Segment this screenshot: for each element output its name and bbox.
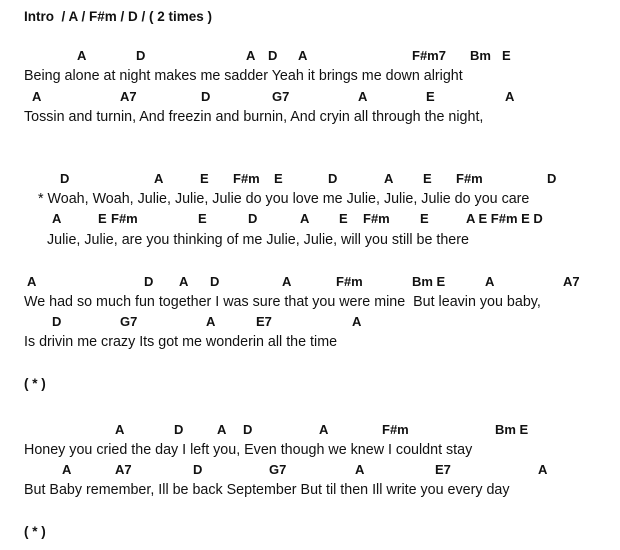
lyric-line: Tossin and turnin, And freezin and burnin, And cryin all through the night,	[24, 109, 484, 125]
chord: E	[420, 211, 429, 226]
chord: F#m	[111, 211, 138, 226]
chord: G7	[269, 462, 287, 477]
chord: A	[358, 89, 368, 104]
chord: G7	[120, 314, 138, 329]
lyric-line: Julie, Julie, are you thinking of me Julie, Julie, will you still be there	[47, 232, 469, 248]
chord: D	[268, 48, 278, 63]
chord: A	[154, 171, 164, 186]
chord: D	[52, 314, 62, 329]
lyric-line: Honey you cried the day I left you, Even though we knew I couldnt stay	[24, 442, 473, 458]
chord: A E F#m E D	[466, 211, 543, 226]
chord: A	[538, 462, 548, 477]
chord: D	[328, 171, 338, 186]
chord: D	[243, 422, 253, 437]
chord: F#m	[456, 171, 483, 186]
chord: A	[319, 422, 329, 437]
lyric-line: We had so much fun together I was sure that you were mine But leavin you baby,	[24, 294, 541, 310]
chord: A	[62, 462, 72, 477]
chord: Bm	[470, 48, 491, 63]
chord: E	[426, 89, 435, 104]
lyric-line: Is drivin me crazy Its got me wonderin all the time	[24, 334, 338, 350]
chord: A	[32, 89, 42, 104]
chord: A	[115, 422, 125, 437]
intro-line: Intro / A / F#m / D / ( 2 times )	[24, 9, 213, 24]
chorus-reference: ( * )	[24, 524, 46, 539]
chord: A7	[115, 462, 132, 477]
chord: A	[384, 171, 394, 186]
chord: A	[52, 211, 62, 226]
chord: E	[423, 171, 432, 186]
chord: A	[282, 274, 292, 289]
chord: A	[355, 462, 365, 477]
chord: F#m	[233, 171, 260, 186]
chord: A	[300, 211, 310, 226]
chord: D	[144, 274, 154, 289]
chord: D	[210, 274, 220, 289]
chord: A	[27, 274, 37, 289]
chord: F#m	[336, 274, 363, 289]
chord: A7	[120, 89, 137, 104]
chord: E	[502, 48, 511, 63]
chord: A	[206, 314, 216, 329]
chord: F#m7	[412, 48, 446, 63]
chord: E	[198, 211, 207, 226]
chord: D	[193, 462, 203, 477]
chord: D	[174, 422, 184, 437]
chord: E	[200, 171, 209, 186]
lyric-line: Being alone at night makes me sadder Yeah it brings me down alright	[24, 68, 463, 84]
chord: D	[201, 89, 211, 104]
chord: E	[98, 211, 107, 226]
chord: E	[274, 171, 283, 186]
chord: F#m	[382, 422, 409, 437]
lyric-line: But Baby remember, Ill be back September But til then Ill write you every day	[24, 482, 510, 498]
chord: E7	[256, 314, 272, 329]
chord: A	[179, 274, 189, 289]
chord: A	[352, 314, 362, 329]
chorus-reference: ( * )	[24, 376, 46, 391]
chord: E	[339, 211, 348, 226]
chord: F#m	[363, 211, 390, 226]
chord: Bm E	[412, 274, 446, 289]
chord: A	[505, 89, 515, 104]
chord: A7	[563, 274, 580, 289]
chord: A	[485, 274, 495, 289]
chord: G7	[272, 89, 290, 104]
chord: Bm E	[495, 422, 529, 437]
chord: A	[298, 48, 308, 63]
chord: E7	[435, 462, 451, 477]
chord: D	[60, 171, 70, 186]
lyric-line: * Woah, Woah, Julie, Julie, Julie do you love me Julie, Julie, Julie do you care	[38, 191, 530, 207]
chord: D	[248, 211, 258, 226]
chord: A	[217, 422, 227, 437]
chord: D	[547, 171, 557, 186]
chord: A	[77, 48, 87, 63]
chord: A	[246, 48, 256, 63]
chord: D	[136, 48, 146, 63]
